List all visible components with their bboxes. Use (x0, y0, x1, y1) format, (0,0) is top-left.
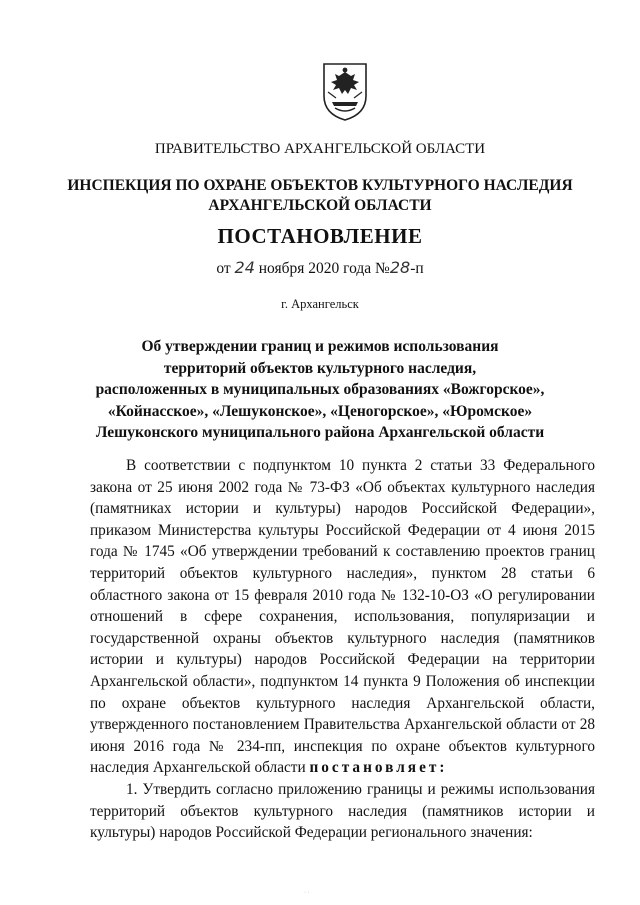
body-paragraph-preamble (90, 455, 595, 779)
subject-line4: «Койнасское», «Лешуконское», «Ценогорское», «Юромское» (107, 402, 533, 420)
inspection-name (0, 176, 640, 216)
decree-subject (0, 336, 640, 444)
subject-line5: Лешуконского муниципального района Архангельской области (95, 424, 545, 442)
decree-number-suffix: -п (410, 260, 424, 277)
body-paragraph-item-1: 1. Утвердить согласно приложению границы и режимы использования территорий объектов культурного наследия (памятников истории и культуры) народов Российской Федерации регионального значения: (90, 780, 595, 842)
document-type-title: ПОСТАНОВЛЕНИЕ (217, 224, 423, 248)
government-name: ПРАВИТЕЛЬСТВО АРХАНГЕЛЬСКОЙ ОБЛАСТИ (154, 141, 486, 157)
preamble-text: В соответствии с подпунктом 10 пункта 2 статьи 33 Федерального закона от 25 июня 2002 года № 73-ФЗ «Об объектах культурного наследия (памятниках истории и культуры) народов Российской Федерации», приказом Министерства культуры Российской Федерации от 4 июня 2015 года № 1745 «Об утверждении требований к составлению проектов границ территорий объектов культурного наследия», пунктом 28 статьи 6 областного закона от 15 февраля 2010 года № 132-10-ОЗ «О регулировании отношений в сфере сохранения, использования, популяризации и государственной охраны объектов культурного наследия (памятников истории и культуры) народов Российской Федерации на территории Архангельской области», подпунктом 14 пункта 9 Положения об инспекции по охране объектов культурного наследия Архангельской области, утвержденного постановлением Правительства Архангельской области от 28 июня 2016 года № 234-пп, инспекция по охране объектов культурного наследия Архангельской области (90, 457, 595, 777)
inspection-name-line2: АРХАНГЕЛЬСКОЙ ОБЛАСТИ (208, 197, 432, 214)
subject-line2: территорий объектов культурного наследия, (163, 359, 477, 377)
resolves-word: постановляет: (309, 759, 448, 777)
subject-line1: Об утверждении границ и режимов использования (141, 338, 499, 355)
coat-of-arms-emblem (318, 60, 372, 122)
city-name: г. Архангельск (281, 297, 359, 311)
decree-day-handwritten: 24 (234, 258, 255, 277)
subject-line3: расположенных в муниципальных образованиях «Вожгорское», (95, 381, 545, 399)
date-middle: ноября 2020 года № (258, 260, 390, 277)
page-footer-mark: · · (304, 890, 310, 896)
inspection-name-line1: ИНСПЕКЦИЯ ПО ОХРАНЕ ОБЪЕКТОВ КУЛЬТУРНОГО НАСЛЕДИЯ (67, 177, 573, 194)
decree-body (90, 455, 595, 844)
date-prefix: от (216, 260, 231, 277)
decree-date-line (0, 258, 640, 278)
decree-number-handwritten: 28 (389, 258, 411, 277)
